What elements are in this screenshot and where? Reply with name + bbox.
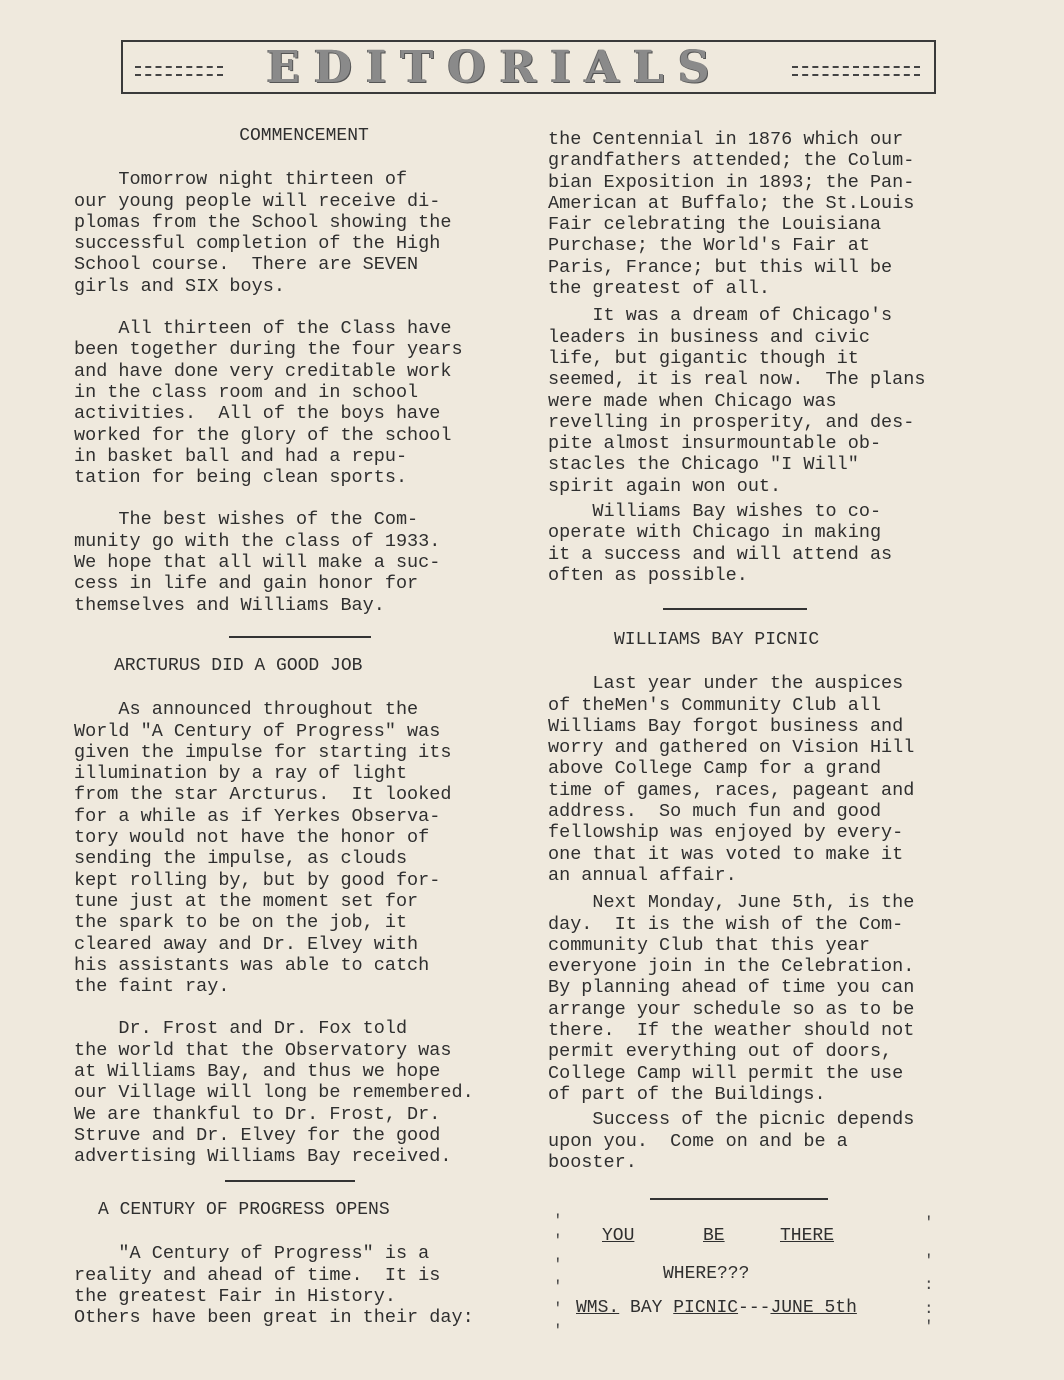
section-divider bbox=[650, 1198, 828, 1200]
notice-event-line bbox=[576, 1298, 857, 1318]
notice-border-mark: : bbox=[924, 1300, 934, 1318]
notice-picnic: PICNIC bbox=[673, 1298, 739, 1318]
section-divider bbox=[663, 608, 807, 610]
arcturus-paragraph-2: Dr. Frost and Dr. Fox told the world that the Observatory was at Williams Bay, and thus we hope our Village will long be remembered. We are thankful to Dr. Frost, Dr. Struve and Dr. Elvey for the good advertising Williams Bay received. bbox=[74, 1018, 474, 1168]
notice-date: JUNE 5th bbox=[770, 1298, 857, 1318]
commencement-paragraph-3: The best wishes of the Com- munity go with the class of 1933. We hope that all will make a suc- cess in life and gain honor for themselves and Williams Bay. bbox=[74, 509, 441, 616]
notice-you: YOU bbox=[602, 1226, 635, 1246]
notice-border-mark: ' bbox=[553, 1232, 563, 1250]
masthead bbox=[121, 40, 936, 94]
notice-where: WHERE??? bbox=[663, 1264, 750, 1284]
century-article bbox=[74, 1200, 534, 1328]
century-heading: A CENTURY OF PROGRESS OPENS bbox=[98, 1200, 390, 1220]
notice-border-mark: ' bbox=[924, 1252, 934, 1270]
notice-border-mark: ' bbox=[924, 1214, 934, 1232]
masthead-right-dash bbox=[792, 66, 920, 76]
section-divider bbox=[225, 1180, 355, 1182]
century-article-continued bbox=[548, 129, 988, 586]
century-paragraph-2: the Centennial in 1876 which our grandfathers attended; the Colum- bian Exposition in 1893; the Pan- American at Buffalo; the St.Louis Fair celebrating the Louisiana Purchase; the World's Fair at Paris, France; but this will be the greatest of all. bbox=[548, 129, 915, 300]
notice-border-mark: ' bbox=[553, 1322, 563, 1340]
notice-border-mark: : bbox=[924, 1276, 934, 1294]
picnic-paragraph-3: Success of the picnic depends upon you. Come on and be a booster. bbox=[548, 1109, 915, 1173]
picnic-article bbox=[548, 630, 988, 1173]
notice-border-mark: ' bbox=[553, 1256, 563, 1274]
notice-border-mark: ' bbox=[553, 1300, 563, 1318]
arcturus-heading: ARCTURUS DID A GOOD JOB bbox=[114, 656, 363, 676]
century-paragraph-1: "A Century of Progress" is a reality and ahead of time. It is the greatest Fair in History. Others have been great in their day: bbox=[74, 1243, 474, 1329]
arcturus-article bbox=[74, 656, 534, 1168]
masthead-title: EDITORIALS bbox=[266, 42, 724, 93]
masthead-left-dash bbox=[135, 66, 223, 76]
picnic-paragraph-2: Next Monday, June 5th, is the day. It is the wish of the Com- community Club that this year everyone join in the Celebration. By planning ahead of time you can arrange your schedule so as to be there. If the weather should not permit everything out of doors, College Camp will permit the use of part of the Buildings. bbox=[548, 892, 915, 1105]
commencement-paragraph-2: All thirteen of the Class have been together during the four years and have done very creditable work in the class room and in school activities. All of the boys have worked for the glory of the school in basket ball and had a repu- tation for being clean sports. bbox=[74, 318, 463, 489]
notice-there: THERE bbox=[780, 1226, 835, 1246]
century-paragraph-4: Williams Bay wishes to co- operate with Chicago in making it a success and will attend as often as possible. bbox=[548, 501, 893, 586]
notice-border-mark: ' bbox=[553, 1278, 563, 1296]
commencement-article bbox=[74, 126, 534, 616]
arcturus-paragraph-1: As announced throughout the World "A Century of Progress" was given the impulse for starting its illumination by a ray of light from the star Arcturus. It looked for a while as if Yerkes Observa- tory would not have the honor of sending the impulse, as clouds kept rolling by, but by good for- tune just at the moment set for the spark to be on the job, it cleared away and Dr. Elvey with his assistants was able to catch the faint ray. bbox=[74, 699, 452, 998]
picnic-heading: WILLIAMS BAY PICNIC bbox=[614, 630, 820, 650]
commencement-heading: COMMENCEMENT bbox=[239, 126, 369, 146]
notice-be: BE bbox=[703, 1226, 725, 1246]
notice-dashes: --- bbox=[738, 1298, 771, 1318]
century-paragraph-3: It was a dream of Chicago's leaders in business and civic life, but gigantic though it seemed, it is real now. The plans were made when Chicago was revelling in prosperity, and des- pite almost insurmountable ob- stacles the Chicago "I Will" spirit again won out. bbox=[548, 305, 926, 497]
picnic-paragraph-1: Last year under the auspices of theMen's Community Club all Williams Bay forgot business and worry and gathered on Vision Hill above College Camp for a grand time of games, races, pageant and address. So much fun and good fellowship was enjoyed by every- one that it was voted to make it an annual affair. bbox=[548, 673, 915, 886]
notice-bay: BAY bbox=[619, 1298, 674, 1318]
notice-border-mark: ' bbox=[553, 1212, 563, 1230]
notice-wms: WMS. bbox=[576, 1298, 620, 1318]
commencement-paragraph-1: Tomorrow night thirteen of our young people will receive di- plomas from the School showing the successful completion of the High School course. There are SEVEN girls and SIX boys. bbox=[74, 169, 452, 297]
notice-border-mark: ' bbox=[924, 1318, 934, 1336]
section-divider bbox=[229, 636, 371, 638]
